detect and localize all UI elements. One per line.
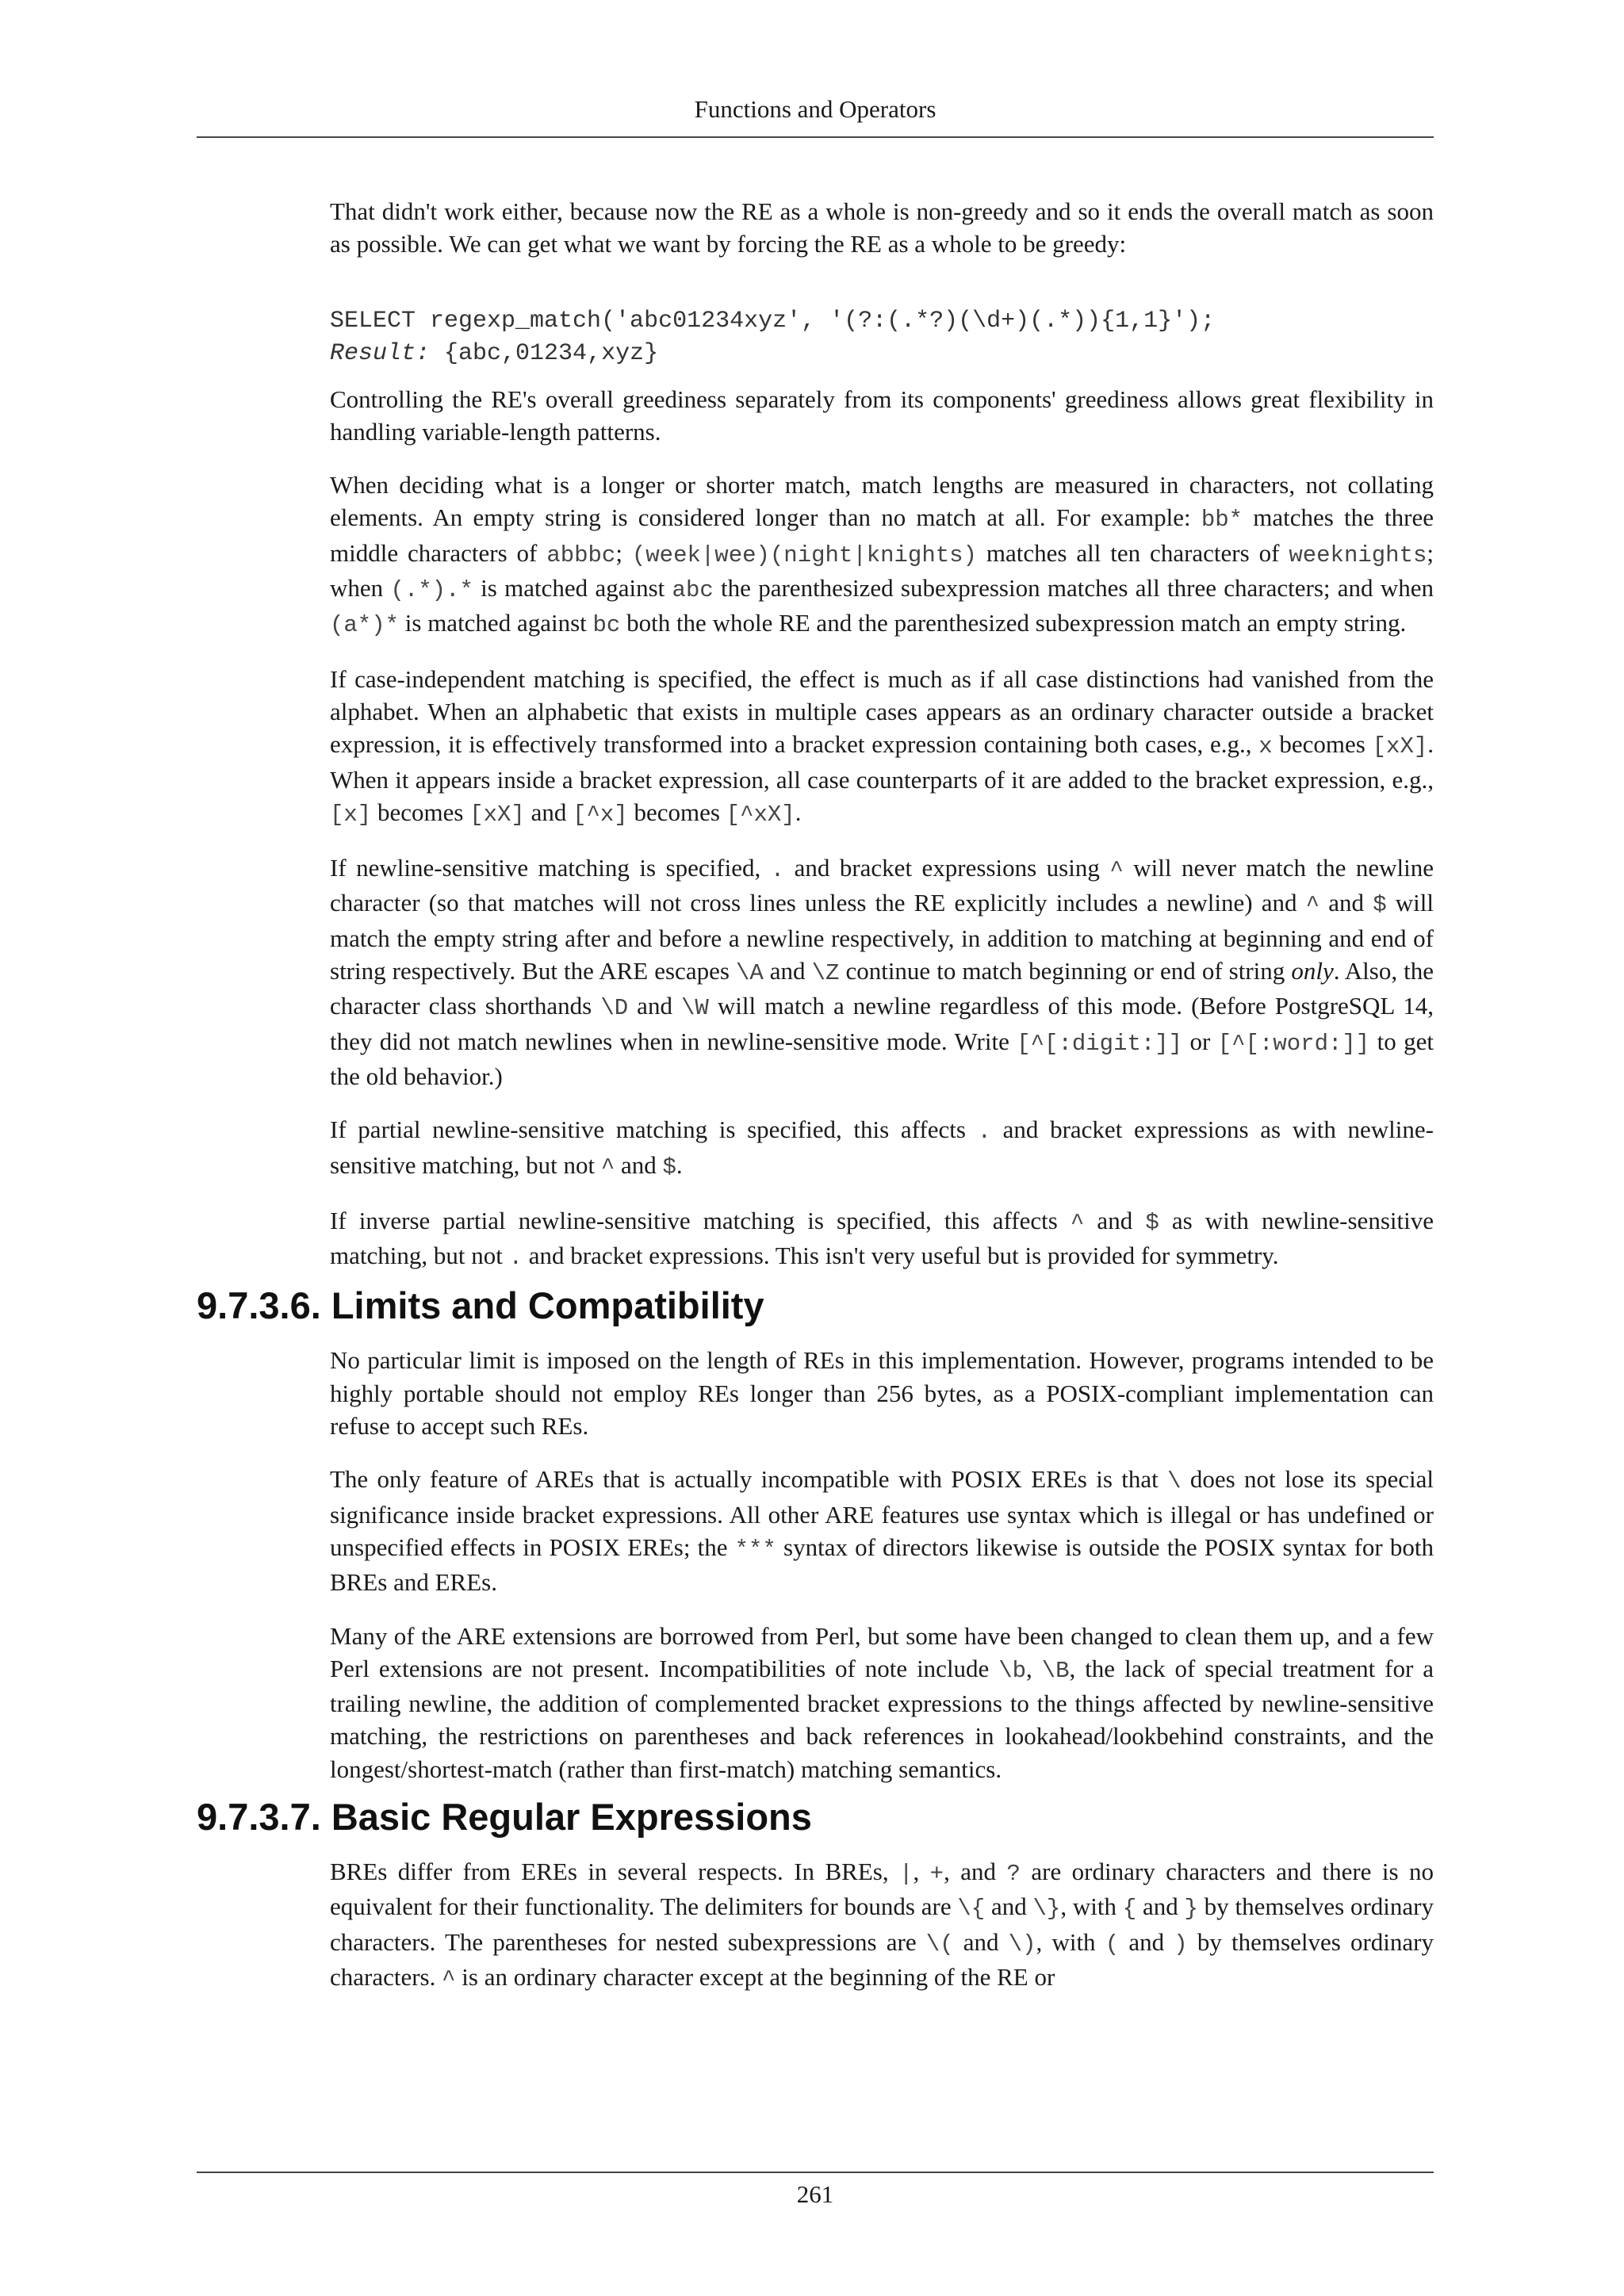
text: If partial newline-sensitive matching is specified, this affects xyxy=(330,1115,978,1144)
inline-code: $ xyxy=(1373,892,1387,919)
paragraph-partial-newline xyxy=(330,1113,1434,1184)
text: by themselves ordinary characters. The parentheses for nested subexpressions are xyxy=(330,1892,1434,1956)
page-number: 261 xyxy=(796,2180,834,2208)
page-content xyxy=(197,195,1434,1996)
inline-code: } xyxy=(1184,1896,1198,1923)
text: does not lose its special significance inside bracket expressions. All other ARE features use syntax which is illegal or has undefined or unspecified effects in POSIX EREs; the xyxy=(330,1465,1434,1561)
code-example xyxy=(330,305,1434,370)
text: ; when xyxy=(330,538,1434,603)
inline-code: [x] xyxy=(330,801,372,828)
inline-code: $ xyxy=(1145,1209,1159,1236)
header-rule xyxy=(197,136,1434,138)
inline-code: abbbc xyxy=(546,541,616,568)
paragraph-case-independent xyxy=(330,663,1434,831)
footer-rule xyxy=(197,2172,1434,2173)
text: is matched against xyxy=(473,574,672,603)
inline-code: (.*).* xyxy=(390,577,473,604)
text: matches all ten characters of xyxy=(976,538,1289,567)
text: as with newline-sensitive matching, but not xyxy=(330,1206,1434,1270)
text: and xyxy=(524,798,573,826)
text: matches the three middle characters of xyxy=(330,503,1434,567)
result-value: {abc,01234,xyz} xyxy=(430,339,659,367)
result-label: Result: xyxy=(330,339,431,367)
inline-code: \ xyxy=(1167,1468,1182,1495)
inline-code: [xX] xyxy=(469,801,525,828)
inline-code: \b xyxy=(998,1657,1027,1684)
inline-code: \} xyxy=(1032,1896,1061,1923)
inline-code: . xyxy=(508,1245,523,1272)
text: , with xyxy=(1060,1892,1123,1921)
text: , xyxy=(1026,1654,1042,1682)
text: , the lack of special treatment for a trailing newline, the addition of complemented bracket expressions to the things affected by newline-sensitive matching, the restrictions on parentheses and back references in lookahead/lookbehind constraints, and the longest/shortest-match (rather than first-match) matching semantics. xyxy=(330,1654,1434,1783)
text: and xyxy=(953,1927,1009,1956)
inline-code: . xyxy=(770,857,785,884)
inline-code: ^ xyxy=(1109,857,1124,884)
text: will never match the newline character (so that matches will not cross lines unless the RE explicitly includes a newline) and xyxy=(330,854,1434,917)
text: and xyxy=(628,992,681,1020)
text: or xyxy=(1182,1027,1218,1055)
text: is matched against xyxy=(399,609,593,637)
text: The only feature of AREs that is actually incompatible with POSIX EREs is that xyxy=(330,1465,1168,1494)
inline-code: (a*)* xyxy=(330,612,400,639)
inline-code: \D xyxy=(600,995,629,1022)
paragraph-newline-sensitive xyxy=(330,851,1434,1093)
text: syntax of directors likewise is outside the POSIX syntax for both BREs and EREs. xyxy=(330,1533,1434,1597)
inline-code: abc xyxy=(672,577,714,604)
text: , xyxy=(913,1857,930,1885)
inline-code: \Z xyxy=(811,960,840,987)
inline-code: ^ xyxy=(442,1965,456,1992)
paragraph-match-length xyxy=(330,469,1434,641)
text: If inverse partial newline-sensitive matching is specified, this affects xyxy=(330,1206,1071,1234)
text: , with xyxy=(1036,1927,1105,1956)
inline-code: | xyxy=(899,1860,914,1887)
emphasis: only xyxy=(1291,957,1334,985)
text: becomes xyxy=(371,798,470,826)
text: and xyxy=(615,1150,663,1179)
text: Many of the ARE extensions are borrowed from Perl, but some have been changed to clean them up, and a few Perl extensions are not present. Incompatibilities of note include xyxy=(330,1621,1434,1682)
inline-code: ) xyxy=(1174,1931,1188,1957)
inline-code: \A xyxy=(735,960,764,987)
text: and xyxy=(1320,889,1373,917)
text: and bracket expressions using xyxy=(784,854,1110,882)
section-heading-basic: 9.7.3.7. Basic Regular Expressions xyxy=(197,1795,812,1838)
text: , and xyxy=(944,1857,1007,1885)
text: the parenthesized subexpression matches all three characters; and when xyxy=(713,574,1434,603)
text: by themselves ordinary characters. xyxy=(330,1927,1434,1991)
text: . Also, the character class shorthands xyxy=(330,957,1434,1020)
text: and xyxy=(985,1892,1033,1921)
text: continue to match beginning or end of string xyxy=(839,957,1292,985)
text: becomes xyxy=(627,798,726,826)
page-header: Functions and Operators xyxy=(694,95,936,123)
inline-code: [^[:word:]] xyxy=(1217,1030,1370,1057)
inline-code: ( xyxy=(1105,1931,1120,1957)
text: If newline-sensitive matching is specified, xyxy=(330,854,771,882)
text: When deciding what is a longer or shorter match, match lengths are measured in characters, not collating elements. An empty string is considered longer than no match at all. For example: xyxy=(330,471,1434,532)
paragraph-perl-extensions xyxy=(330,1620,1434,1785)
inline-code: { xyxy=(1122,1896,1137,1923)
inline-code: [^[:digit:]] xyxy=(1017,1030,1183,1057)
text: and bracket expressions. This isn't very useful but is provided for symmetry. xyxy=(523,1242,1279,1270)
inline-code: bc xyxy=(592,612,621,639)
inline-code: bb* xyxy=(1201,507,1243,534)
text: and xyxy=(1136,1892,1185,1921)
section-heading-limits: 9.7.3.6. Limits and Compatibility xyxy=(197,1284,764,1327)
text: ; xyxy=(615,538,632,567)
inline-code: \( xyxy=(925,1931,954,1957)
text: to get the old behavior.) xyxy=(330,1027,1434,1090)
inline-code: \{ xyxy=(957,1896,986,1923)
inline-code: x xyxy=(1258,733,1273,760)
inline-code: + xyxy=(929,1860,944,1887)
text: both the whole RE and the parenthesized subexpression match an empty string. xyxy=(620,609,1407,637)
paragraph-incompatible xyxy=(330,1463,1434,1598)
text: will match the empty string after and before a newline respectively, in addition to matching at beginning and end of string respectively. But the ARE escapes xyxy=(330,889,1434,985)
text: . When it appears inside a bracket expression, all case counterparts of it are added to the bracket expression, e.g., xyxy=(330,730,1434,794)
text: and xyxy=(1119,1927,1174,1956)
text: . xyxy=(676,1150,683,1179)
text: and xyxy=(1084,1206,1146,1234)
paragraph-bres xyxy=(330,1855,1434,1996)
inline-code: ? xyxy=(1006,1860,1021,1887)
inline-code: $ xyxy=(662,1154,676,1181)
inline-code: [^x] xyxy=(573,801,628,828)
text: will match a newline regardless of this mode. (Before PostgreSQL 14, they did not match newlines when in newline-sensitive mode. Write xyxy=(330,992,1434,1055)
paragraph-inverse-partial xyxy=(330,1204,1434,1275)
text: If case-independent matching is specified, the effect is much as if all case distinctions had vanished from the alphabet. When an alphabetic that exists in multiple cases appears as an ordinary character outside a bracket expression, it is effectively transformed into a bracket expression containing both cases, e.g., xyxy=(330,664,1434,759)
inline-code: [^xX] xyxy=(726,801,795,828)
text: and xyxy=(763,957,812,985)
paragraph-greediness-control: Controlling the RE's overall greediness separately from its components' greediness allows great flexibility in handling variable-length patterns. xyxy=(330,385,1434,446)
inline-code: . xyxy=(977,1119,991,1146)
inline-code: *** xyxy=(734,1536,776,1563)
inline-code: weeknights xyxy=(1289,541,1427,568)
text: . xyxy=(795,798,802,826)
inline-code: \W xyxy=(681,995,709,1022)
inline-code: (week|wee)(night|knights) xyxy=(631,541,977,568)
inline-code: \) xyxy=(1008,1931,1036,1957)
paragraph-greedy-intro: That didn't work either, because now the RE as a whole is non-greedy and so it ends the overall match as soon as possible. We can get what we want by forcing the RE as a whole to be greedy: xyxy=(330,197,1434,258)
code-line: SELECT regexp_match('abc01234xyz', '(?:(.*?)(\d+)(.*)){1,1}'); xyxy=(330,307,1216,335)
text: becomes xyxy=(1272,730,1373,759)
inline-code: ^ xyxy=(1305,892,1320,919)
inline-code: ^ xyxy=(1070,1209,1085,1236)
text: are ordinary characters and there is no equivalent for their functionality. The delimiters for bounds are xyxy=(330,1857,1434,1921)
inline-code: \B xyxy=(1041,1657,1070,1684)
inline-code: ^ xyxy=(600,1154,615,1181)
text: BREs differ from EREs in several respects. In BREs, xyxy=(330,1857,900,1885)
inline-code: [xX] xyxy=(1372,733,1428,760)
text: and bracket expressions as with newline-sensitive matching, but not xyxy=(330,1115,1434,1179)
text: is an ordinary character except at the beginning of the RE or xyxy=(455,1962,1055,1991)
paragraph-limits: No particular limit is imposed on the length of REs in this implementation. However, programs intended to be highly portable should not employ REs longer than 256 bytes, as a POSIX-compliant implementation can refuse to accept such REs. xyxy=(330,1346,1434,1441)
